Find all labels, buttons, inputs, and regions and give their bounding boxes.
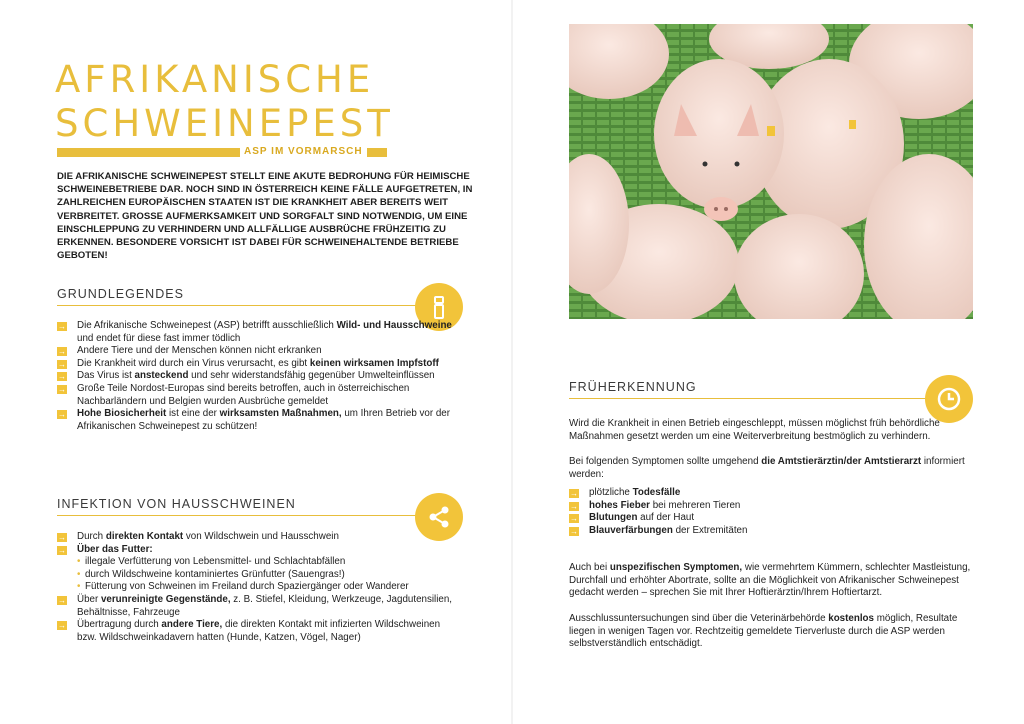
section-divider — [57, 305, 417, 306]
list-item: → Die Afrikanische Schweinepest (ASP) betrifft ausschließlich Wild- und Hausschweine und endet für diese fast immer tödlich — [58, 320, 452, 344]
feed-sublist — [77, 556, 457, 594]
arrow-icon: → — [58, 322, 66, 331]
sub-list-item: • Fütterung von Schweinen im Freiland durch Spaziergänger oder Wanderer — [77, 581, 457, 594]
subtitle: ASP IM VORMARSCH — [240, 146, 367, 157]
arrow-icon: → — [58, 359, 66, 369]
arrow-icon: → — [570, 489, 578, 498]
sub-list-item: • illegale Verfütterung von Lebensmittel- und Schlachtabfällen — [77, 556, 457, 569]
section-divider — [569, 398, 929, 399]
arrow-icon: → — [570, 526, 578, 536]
title-line-1: AFRIKANISCHE — [55, 58, 375, 101]
arrow-icon: → — [58, 595, 66, 605]
symptoms-list — [569, 487, 969, 537]
arrow-icon: → — [58, 545, 66, 555]
arrow-icon: → — [58, 347, 66, 357]
frueherkennung-paragraph-1: Wird die Krankheit in einen Betrieb eingeschleppt, müssen möglichst früh behördliche Maßnahmen gesetzt werden um eine Weiterverbreitung bestmöglich zu verhindern. — [569, 418, 940, 442]
list-item: → plötzliche Todesfälle — [570, 487, 681, 498]
frueherkennung-paragraph-2: Bei folgenden Symptomen sollte umgehend die Amtstierärztin/der Amtstierarzt informiert werden: — [569, 456, 965, 480]
section-heading-frueherkennung: FRÜHERKENNUNG — [569, 380, 697, 394]
section-divider — [57, 515, 417, 516]
intro-paragraph: DIE AFRIKANISCHE SCHWEINEPEST STELLT EINE AKUTE BEDROHUNG FÜR HEIMISCHE SCHWEINEBETRIEBE DAR. NOCH SIND IN ÖSTERREICH KEINE FÄLLE AUFGETRETEN, IN ZAHLREICHEN EUROPÄISCHEN STAATEN IST DIE KRANKHEIT ABER BEREITS WEIT VERBREITET. GROSSE AUFMERKSAMKEIT UND SORGFALT SIND NOTWENDIG, UM EINE EINSCHLEPPUNG ZU VERHINDERN UND ALLFÄLLIGE AUSBRÜCHE FRÜHZEITIG ZU ERKENNEN. BESONDERE VORSICHT IST DABEI FÜR SCHWEINEHALTENDE BETRIEBE GEBOTEN! — [57, 171, 473, 262]
list-item: → Über das Futter: • illegale Verfütterung von Lebensmittel- und Schlachtabfällen • durch Wildschweine kontaminiertes Grünfutter (Sauengras!) • Fütterung von Schweinen im Freiland durch Spaziergänger oder Wanderer — [57, 544, 457, 594]
frueherkennung-paragraph-4: Ausschlussuntersuchungen sind über die Veterinärbehörde kostenlos möglich, Resultate liegen in wenigen Tagen vor. Rechtzeitig gemeldete Tierverluste durch die ASP werden selbstverständlich entschädigt. — [569, 613, 958, 650]
arrow-icon: → — [570, 501, 578, 511]
list-item: → Das Virus ist ansteckend und sehr widerstandsfähig gegenüber Umwelteinflüssen — [58, 370, 435, 382]
list-item: → Blauverfärbungen der Extremitäten — [570, 524, 748, 536]
list-item: → Die Krankheit wird durch ein Virus verursacht, es gibt keinen wirksamen Impfstoff — [58, 357, 439, 369]
frueherkennung-paragraph-3: Auch bei unspezifischen Symptomen, wie vermehrtem Kümmern, schlechter Mastleistung, Durchfall und erhöhter Abortrate, sollte an die Möglichkeit von Afrikanischer Schweinepest gedacht werden – sprechen Sie mit Ihrer Hoftierärztin/Ihrem Hoftiertarzt. — [569, 562, 971, 599]
list-item: → Blutungen auf der Haut — [570, 512, 695, 524]
title-line-2: SCHWEINEPEST — [55, 102, 394, 145]
list-item: → Über verunreinigte Gegenstände, z. B. Stiefel, Kleidung, Werkzeuge, Jagdutensilien, Behältnisse, Fahrzeuge — [58, 593, 453, 618]
arrow-icon: → — [570, 514, 578, 524]
list-item: → Hohe Biosicherheit ist eine der wirksamsten Maßnahmen, um Ihren Betrieb vor der Afrikanischen Schweinepest zu schützen! — [58, 408, 450, 432]
arrow-icon: → — [58, 621, 66, 631]
section-heading-grundlegendes: GRUNDLEGENDES — [57, 287, 184, 301]
list-item: → Andere Tiere und der Menschen können nicht erkranken — [58, 345, 322, 357]
arrow-icon: → — [58, 410, 66, 420]
list-item: → Große Teile Nordost-Europas sind bereits betroffen, auch in österreichischen Nachbarländern und Belgien wurden Ausbrüche gemeldet — [58, 382, 410, 407]
arrow-icon: → — [58, 384, 66, 394]
list-item: → Durch direkten Kontakt von Wildschwein und Hausschwein — [58, 531, 339, 542]
list-item: → hohes Fieber bei mehreren Tieren — [570, 499, 741, 511]
arrow-icon: → — [58, 372, 66, 382]
list-item: → Übertragung durch andere Tiere, die direkten Kontakt mit infizierten Wildschweinen bzw. Wildschweinkadavern hatten (Hunde, Katzen, Vögel, Nager) — [58, 619, 441, 643]
infektion-list — [57, 531, 457, 644]
pigs-photo — [569, 24, 973, 319]
sub-list-item: • durch Wildschweine kontaminiertes Grünfutter (Sauengras!) — [77, 569, 457, 582]
arrow-icon: → — [58, 533, 66, 542]
clock-icon — [925, 375, 973, 423]
page-title — [55, 58, 394, 146]
grundlegendes-list — [57, 320, 457, 433]
section-heading-infektion: INFEKTION VON HAUSSCHWEINEN — [57, 497, 296, 511]
